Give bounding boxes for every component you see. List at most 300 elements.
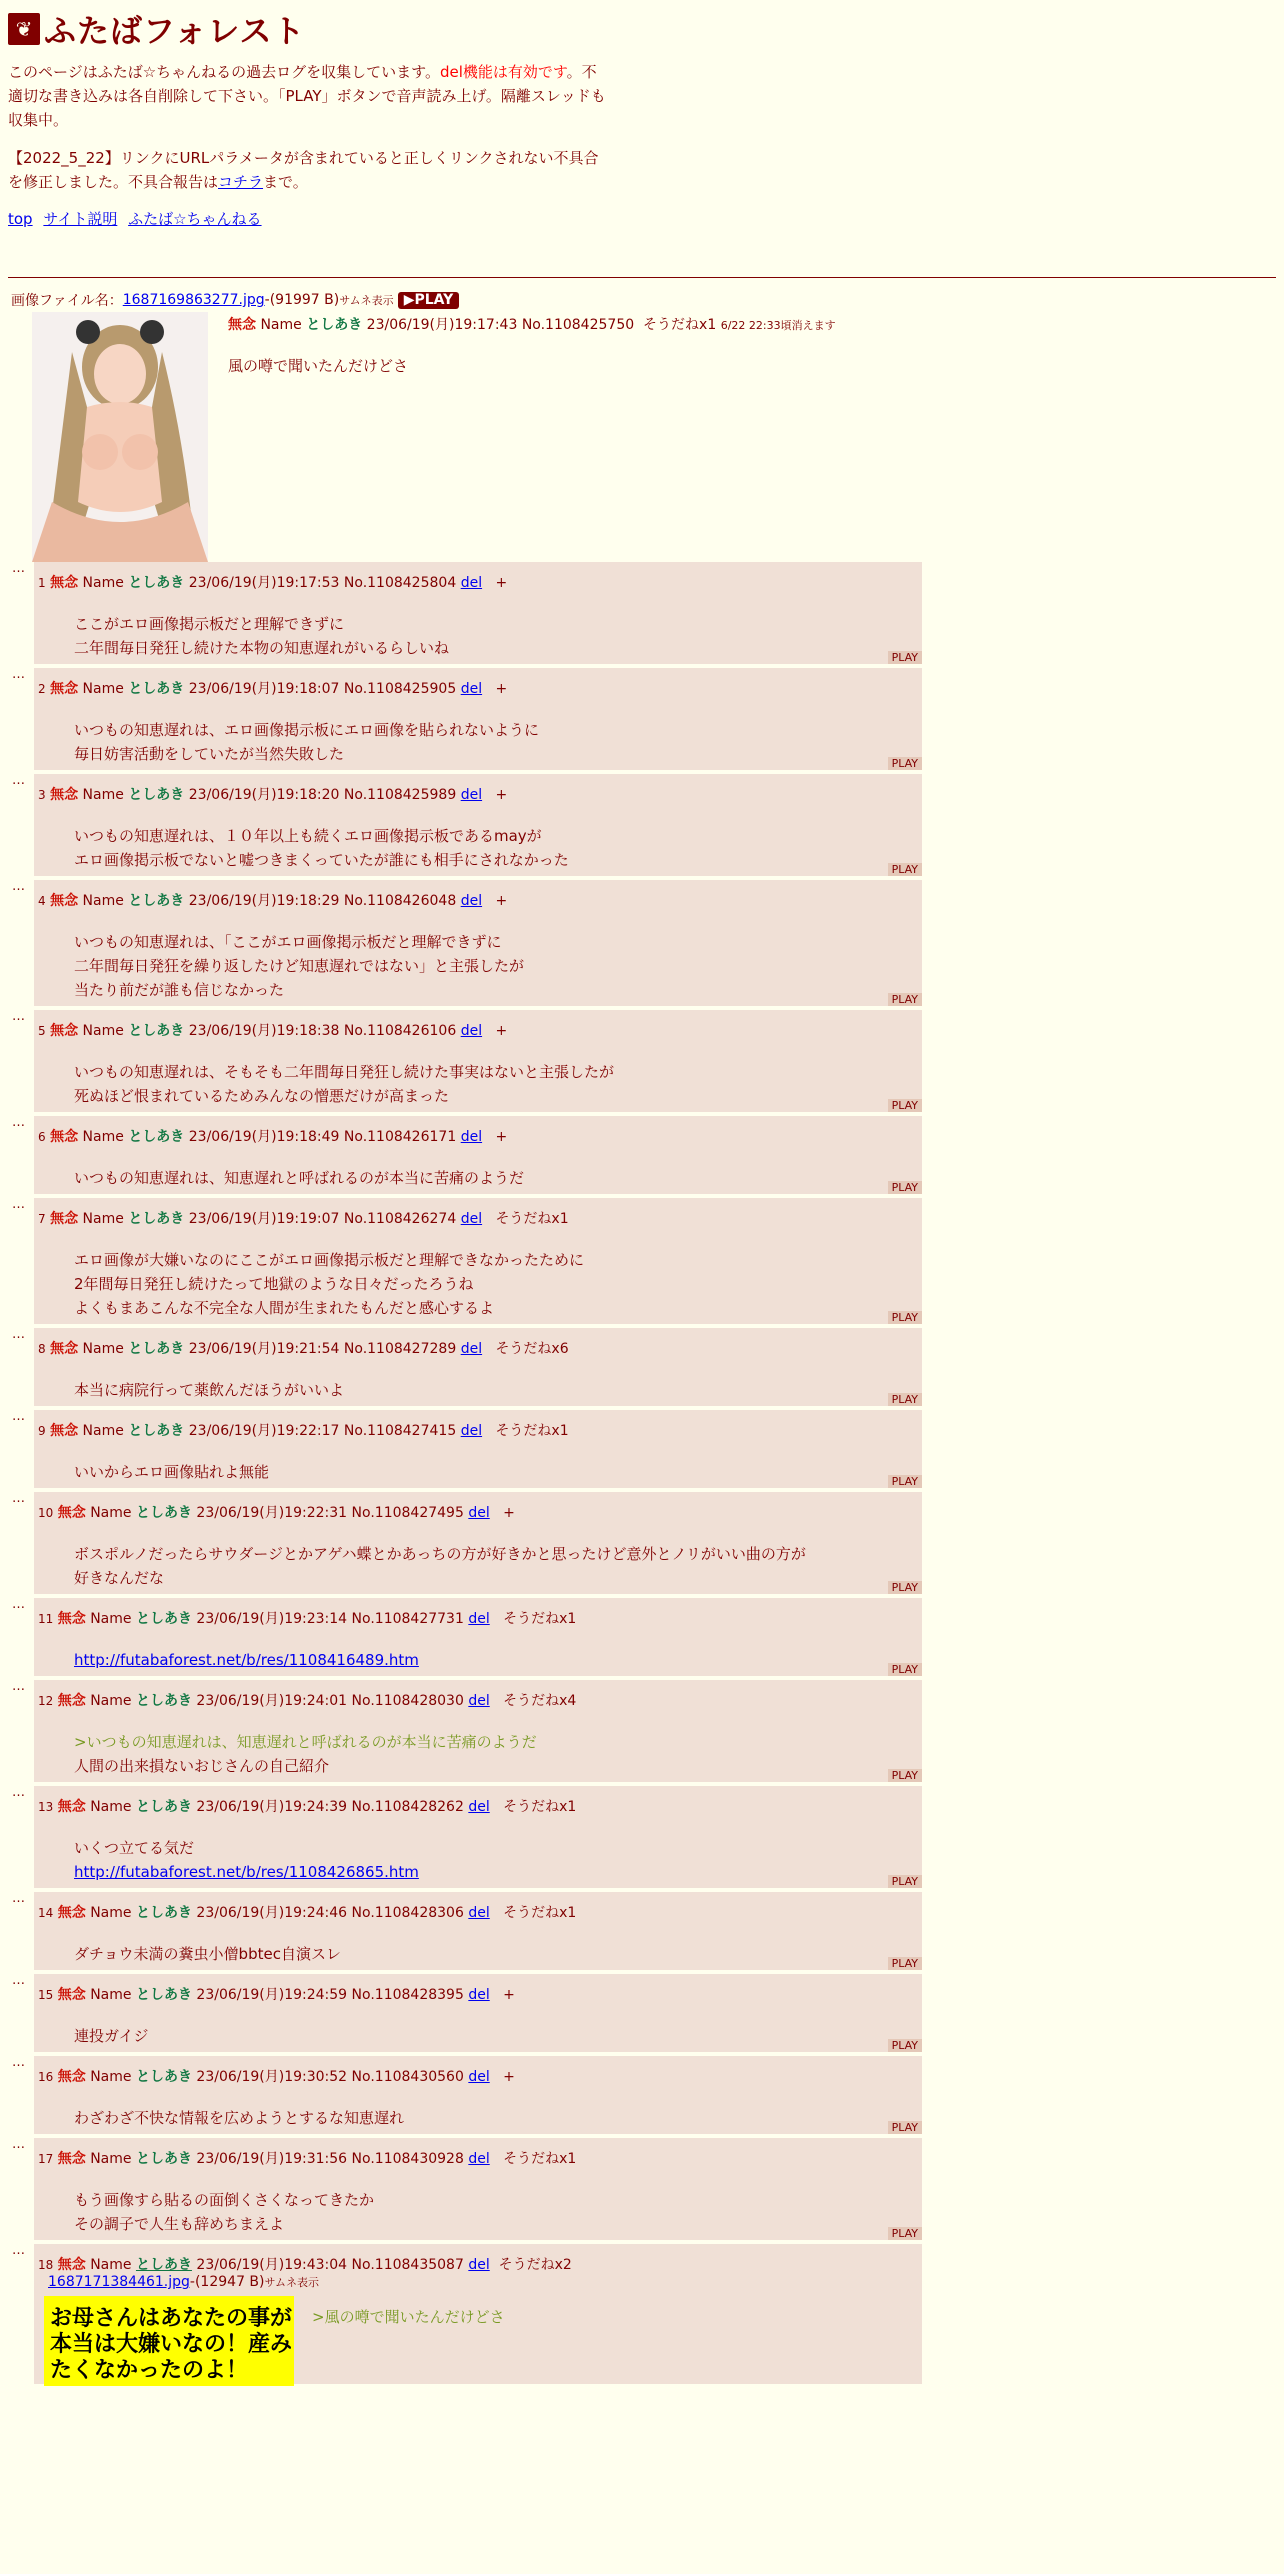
dots-icon: …	[12, 1197, 25, 1212]
reply-box	[34, 1116, 922, 1194]
reply-number: 3	[38, 788, 46, 802]
reply-name: としあき	[135, 1611, 192, 1627]
reply-line: エロ画像掲示板でないと嘘つきまくっていたが誰にも相手にされなかった	[74, 851, 569, 869]
soudane-button[interactable]: そうだねx1	[503, 1611, 577, 1627]
reply-date: 23/06/19(月)19:18:07	[188, 681, 340, 697]
nav-futaba[interactable]: ふたば☆ちゃんねる	[128, 210, 262, 228]
op-file-link[interactable]: 1687169863277.jpg	[122, 292, 265, 308]
reply-body	[74, 1942, 922, 1970]
del-button[interactable]: del	[468, 1987, 490, 2003]
name-label: Name	[90, 2151, 132, 2167]
reply-no[interactable]: No.1108430560	[351, 2069, 464, 2085]
reply-play-button[interactable]: PLAY	[888, 1957, 922, 1970]
reply-no[interactable]: No.1108428306	[351, 1905, 464, 1921]
del-button[interactable]: del	[468, 2257, 490, 2273]
reply-name: としあき	[128, 575, 185, 591]
dots-icon: …	[12, 2055, 25, 2070]
reply-box	[34, 1786, 922, 1888]
reply-body	[74, 1166, 922, 1194]
reply-number: 16	[38, 2070, 54, 2084]
del-button[interactable]: del	[460, 1023, 483, 1039]
name-label: Name	[90, 1611, 132, 1627]
reply-date: 23/06/19(月)19:18:20	[188, 787, 340, 803]
reply-date: 23/06/19(月)19:22:31	[196, 1505, 348, 1521]
reply-body	[74, 2106, 922, 2134]
dots-icon: …	[12, 1785, 25, 1800]
reply-quote: >風の噂で聞いたんだけどさ	[312, 2308, 505, 2326]
reply-line: いつもの知恵遅れは、「ここがエロ画像掲示板だと理解できずに	[74, 933, 502, 951]
file-size: -(91997 B)	[264, 292, 340, 308]
del-button[interactable]: del	[468, 2069, 490, 2085]
nav-links	[8, 208, 1276, 229]
reply-header	[38, 1902, 922, 1922]
reply-line: いつもの知恵遅れは、エロ画像掲示板にエロ画像を貼られないように	[74, 721, 540, 739]
reply-body	[74, 1460, 922, 1488]
del-button[interactable]: del	[460, 1211, 483, 1227]
reply-number: 14	[38, 1906, 54, 1920]
name-label: Name	[82, 893, 124, 909]
reply-header	[38, 2148, 922, 2168]
reply-number: 2	[38, 682, 46, 696]
reply-subject: 無念	[57, 1987, 86, 2003]
reply-subject: 無念	[57, 1505, 86, 1521]
reply-body	[74, 1378, 922, 1406]
reply-line: 連投ガイジ	[74, 2027, 149, 2045]
reply-name: としあき	[128, 1129, 185, 1145]
reply-no[interactable]: No.1108435087	[351, 2257, 464, 2273]
del-button[interactable]: del	[460, 1341, 483, 1357]
soudane-button[interactable]: +	[495, 575, 508, 591]
reply-play-button[interactable]: PLAY	[888, 2227, 922, 2240]
reply-body	[74, 1648, 922, 1676]
reply-no[interactable]: No.1108426106	[343, 1023, 457, 1039]
reply-box	[34, 1328, 922, 1406]
reply-body	[74, 1060, 922, 1112]
soudane-button[interactable]: そうだねx1	[503, 1905, 577, 1921]
reply-date: 23/06/19(月)19:43:04	[196, 2257, 348, 2273]
reply-play-button[interactable]: PLAY	[888, 757, 922, 770]
reply-5	[8, 1010, 1276, 1116]
reply-header	[38, 1126, 922, 1146]
reply-line: いつもの知恵遅れは、知恵遅れと呼ばれるのが本当に苦痛のようだ	[74, 1169, 525, 1187]
reply-no[interactable]: No.1108425905	[343, 681, 457, 697]
notice-text: 【2022_5_22】リンクにURLパラメータが含まれていると正しくリンクされない不具合を修正しました。不具合報告は	[8, 149, 599, 191]
reply-no[interactable]: No.1108427731	[351, 1611, 464, 1627]
reply-subject: 無念	[50, 1211, 79, 1227]
reply-thumbnail[interactable]: お母さんはあなたの事が本当は大嫌いなの！産みたくなかったのよ！	[44, 2296, 294, 2386]
reply-date: 23/06/19(月)19:18:49	[188, 1129, 340, 1145]
reply-name: としあき	[128, 1341, 185, 1357]
divider	[8, 277, 1276, 278]
reply-body	[74, 718, 922, 770]
name-label: Name	[82, 575, 124, 591]
reply-no[interactable]: No.1108427495	[351, 1505, 464, 1521]
reply-number: 18	[38, 2258, 54, 2272]
dots-icon: …	[12, 1679, 25, 1694]
op-header	[228, 314, 1276, 334]
del-button[interactable]: del	[468, 2151, 490, 2167]
soudane-button[interactable]: +	[503, 2069, 515, 2085]
reply-box	[34, 1598, 922, 1676]
reply-header	[38, 784, 922, 804]
dots-icon: …	[12, 1409, 25, 1424]
reply-play-button[interactable]: PLAY	[888, 1475, 922, 1488]
reply-no[interactable]: No.1108428030	[351, 1693, 464, 1709]
reply-body	[74, 1248, 922, 1324]
dots-icon: …	[12, 1973, 25, 1988]
del-button[interactable]: del	[468, 1693, 490, 1709]
reply-box	[34, 2138, 922, 2240]
thumb-label: サムネ表示	[339, 294, 394, 307]
reply-no[interactable]: No.1108428262	[351, 1799, 464, 1815]
reply-name: としあき	[135, 1987, 192, 2003]
del-button[interactable]: del	[460, 1129, 483, 1145]
reply-subject: 無念	[50, 787, 79, 803]
soudane-button[interactable]: そうだねx1	[503, 2151, 577, 2167]
reply-date: 23/06/19(月)19:24:59	[196, 1987, 348, 2003]
reply-body	[74, 1542, 922, 1594]
reply-play-button[interactable]: PLAY	[888, 1663, 922, 1676]
name-label: Name	[90, 2069, 132, 2085]
dots-icon: …	[12, 2243, 25, 2258]
del-button[interactable]: del	[460, 681, 483, 697]
reply-6	[8, 1116, 1276, 1198]
dots-icon: …	[12, 667, 25, 682]
reply-date: 23/06/19(月)19:18:38	[188, 1023, 340, 1039]
reply-date: 23/06/19(月)19:31:56	[196, 2151, 348, 2167]
reply-9	[8, 1410, 1276, 1492]
soudane-button[interactable]: そうだねx4	[503, 1693, 577, 1709]
reply-name: としあき	[128, 787, 185, 803]
name-label: Name	[82, 681, 124, 697]
reply-line: ダチョウ未満の糞虫小僧bbtec自演スレ	[74, 1945, 341, 1963]
op-post	[8, 312, 1276, 562]
reply-number: 4	[38, 894, 46, 908]
op-soudane[interactable]: そうだねx1	[643, 317, 717, 333]
reply-subject: 無念	[50, 1023, 79, 1039]
reply-name: としあき	[135, 1905, 192, 1921]
soudane-button[interactable]: +	[495, 787, 508, 803]
reply-header	[38, 1502, 922, 1522]
reply-body	[74, 2024, 922, 2052]
file-label: 画像ファイル名：	[11, 293, 123, 309]
reply-link[interactable]: http://futabaforest.net/b/res/1108416489.htm	[74, 1651, 419, 1669]
reply-name: としあき	[128, 1023, 185, 1039]
reply-header	[38, 1796, 922, 1816]
reply-body	[74, 824, 922, 876]
del-button[interactable]: del	[460, 787, 483, 803]
reply-header	[38, 1608, 922, 1628]
reply-line: 毎日妨害活動をしていたが当然失敗した	[74, 745, 345, 763]
reply-header	[38, 1984, 922, 2004]
reply-body	[74, 612, 922, 664]
reply-no[interactable]: No.1108428395	[351, 1987, 464, 2003]
reply-header	[38, 1690, 922, 1710]
reply-link[interactable]: http://futabaforest.net/b/res/1108426865.htm	[74, 1863, 419, 1881]
reply-line: ボスポルノだったらサウダージとかアゲハ蝶とかあっちの方が好きかと思ったけど意外とノリがいい曲の方が	[74, 1545, 806, 1563]
op-file-info	[11, 290, 1276, 310]
dots-icon: …	[12, 1491, 25, 1506]
reply-box	[34, 1198, 922, 1324]
reply-line: 死ぬほど恨まれているためみんなの憎悪だけが高まった	[74, 1087, 450, 1105]
dots-icon: …	[12, 1597, 25, 1612]
reply-image-row	[44, 2296, 922, 2386]
reply-box	[34, 1680, 922, 1782]
name-label: Name	[82, 1423, 124, 1439]
op-thumbnail[interactable]	[32, 312, 208, 562]
reply-line: 二年間毎日発狂し続けた本物の知恵遅れがいるらしいね	[74, 639, 450, 657]
name-label: Name	[90, 1905, 132, 1921]
reply-3	[8, 774, 1276, 880]
del-button[interactable]: del	[460, 893, 483, 909]
reply-number: 5	[38, 1024, 46, 1038]
reply-line: よくもまあこんな不完全な人間が生まれたもんだと感心するよ	[74, 1299, 495, 1317]
reply-10	[8, 1492, 1276, 1598]
dots-icon: …	[12, 1009, 25, 1024]
reply-line: ここがエロ画像掲示板だと理解できずに	[74, 615, 345, 633]
leaf-icon[interactable]: ❦	[8, 13, 40, 45]
reply-no[interactable]: No.1108427415	[343, 1423, 457, 1439]
reply-box	[34, 1010, 922, 1112]
reply-body	[74, 1730, 922, 1782]
reply-subject: 無念	[50, 1423, 79, 1439]
reply-play-button[interactable]: PLAY	[888, 1769, 922, 1782]
reply-play-button[interactable]: PLAY	[888, 1393, 922, 1406]
notice-text-2: まで。	[263, 173, 308, 191]
reply-subject: 無念	[57, 1611, 86, 1627]
name-label: Name	[90, 1693, 132, 1709]
reply-date: 23/06/19(月)19:24:01	[196, 1693, 348, 1709]
reply-box	[34, 1492, 922, 1594]
reply-file-link[interactable]: 1687171384461.jpg	[48, 2274, 190, 2290]
reply-line: いつもの知恵遅れは、１０年以上も続くエロ画像掲示板であるmayが	[74, 827, 542, 845]
reply-play-button[interactable]: PLAY	[888, 651, 922, 664]
reply-body	[74, 930, 922, 1006]
reply-no[interactable]: No.1108426274	[343, 1211, 457, 1227]
reply-header	[38, 1020, 922, 1040]
nav-top[interactable]: top	[8, 210, 33, 228]
del-button[interactable]: del	[468, 1905, 490, 1921]
reply-line: 本当に病院行って薬飲んだほうがいいよ	[74, 1381, 345, 1399]
soudane-button[interactable]: そうだねx1	[495, 1423, 569, 1439]
reply-subject: 無念	[50, 1129, 79, 1145]
reply-line: 二年間毎日発狂を繰り返したけど知恵遅れではない」と主張したが	[74, 957, 525, 975]
reply-number: 12	[38, 1694, 54, 1708]
reply-name: としあき	[128, 681, 185, 697]
reply-number: 11	[38, 1612, 54, 1626]
reply-play-button[interactable]: PLAY	[888, 1311, 922, 1324]
reply-play-button[interactable]: PLAY	[888, 1875, 922, 1888]
reply-name: としあき	[135, 1505, 192, 1521]
reply-date: 23/06/19(月)19:21:54	[188, 1341, 340, 1357]
reply-date: 23/06/19(月)19:19:07	[188, 1211, 340, 1227]
notice	[8, 146, 608, 194]
reply-quote: >いつもの知恵遅れは、知恵遅れと呼ばれるのが本当に苦痛のようだ	[74, 1733, 537, 1751]
reply-header	[38, 572, 922, 592]
reply-date: 23/06/19(月)19:24:39	[196, 1799, 348, 1815]
name-label: Name	[260, 317, 302, 333]
name-label: Name	[90, 1505, 132, 1521]
reply-play-button[interactable]: PLAY	[888, 1181, 922, 1194]
reply-line: 人間の出来損ないおじさんの自己紹介	[74, 1757, 330, 1775]
reply-no[interactable]: No.1108425989	[343, 787, 457, 803]
reply-18	[8, 2244, 1276, 2388]
reply-subject: 無念	[57, 1693, 86, 1709]
reply-14	[8, 1892, 1276, 1974]
nav-about[interactable]: サイト説明	[43, 210, 118, 228]
site-title[interactable]: ふたばフォレスト	[44, 12, 306, 50]
reply-box	[34, 880, 922, 1006]
reply-box	[34, 562, 922, 664]
play-icon: ▶	[403, 292, 415, 308]
reply-name: としあき	[135, 2069, 192, 2085]
soudane-button[interactable]: +	[495, 1023, 508, 1039]
reply-no[interactable]: No.1108425804	[343, 575, 457, 591]
dots-icon: …	[12, 561, 25, 576]
reply-line: わざわざ不快な情報を広めようとするな知恵遅れ	[74, 2109, 405, 2127]
reply-header	[38, 1208, 922, 1228]
reply-number: 17	[38, 2152, 54, 2166]
reply-name: としあき	[128, 1423, 185, 1439]
soudane-button[interactable]: +	[495, 681, 508, 697]
reply-1	[8, 562, 1276, 668]
reply-line: 当たり前だが誰も信じなかった	[74, 981, 285, 999]
soudane-button[interactable]: そうだねx1	[503, 1799, 577, 1815]
reply-8	[8, 1328, 1276, 1410]
reply-name: としあき	[135, 2151, 192, 2167]
reply-subject: 無念	[57, 1799, 86, 1815]
reply-header	[38, 2254, 922, 2274]
reply-header	[38, 2066, 922, 2086]
reply-file-size: -(12947 B)	[189, 2274, 265, 2290]
site-description	[8, 60, 608, 132]
soudane-button[interactable]: +	[495, 1129, 508, 1145]
reply-16	[8, 2056, 1276, 2138]
reply-7	[8, 1198, 1276, 1328]
del-button[interactable]: del	[460, 575, 483, 591]
dots-icon: …	[12, 773, 25, 788]
reply-subject: 無念	[57, 2257, 86, 2273]
reply-play-button[interactable]: PLAY	[888, 993, 922, 1006]
soudane-button[interactable]: +	[503, 1987, 515, 2003]
reply-box	[34, 2244, 922, 2384]
reply-number: 1	[38, 576, 46, 590]
dots-icon: …	[12, 1891, 25, 1906]
op-play-button[interactable]	[398, 292, 460, 309]
reply-line: いくつ立てる気だ	[74, 1839, 195, 1857]
reply-subject: 無念	[57, 2151, 86, 2167]
name-label: Name	[82, 1211, 124, 1227]
reply-no[interactable]: No.1108427289	[343, 1341, 457, 1357]
reply-date: 23/06/19(月)19:22:17	[188, 1423, 340, 1439]
reply-subject: 無念	[50, 681, 79, 697]
reply-line: エロ画像が大嫌いなのにここがエロ画像掲示板だと理解できなかったために	[74, 1251, 585, 1269]
name-label: Name	[90, 2257, 132, 2273]
reply-no[interactable]: No.1108426048	[343, 893, 457, 909]
reply-header	[38, 1420, 922, 1440]
del-button[interactable]: del	[468, 1505, 490, 1521]
op-number[interactable]: No.1108425750	[521, 317, 635, 333]
reply-header	[38, 678, 922, 698]
reply-box	[34, 668, 922, 770]
dots-icon: …	[12, 2137, 25, 2152]
reply-subject: 無念	[50, 893, 79, 909]
expire-text: 6/22 22:33頃消えます	[720, 319, 836, 332]
dots-icon: …	[12, 1115, 25, 1130]
reply-box	[34, 2056, 922, 2134]
reply-box	[34, 1410, 922, 1488]
name-label: Name	[82, 1129, 124, 1145]
reply-name: としあき	[135, 1799, 192, 1815]
soudane-button[interactable]: +	[495, 893, 508, 909]
reply-subject: 無念	[57, 1905, 86, 1921]
reply-4	[8, 880, 1276, 1010]
reply-subject: 無念	[57, 2069, 86, 2085]
reply-name-link[interactable]: としあき	[135, 2257, 192, 2273]
del-button[interactable]: del	[468, 1611, 490, 1627]
reply-play-button[interactable]: PLAY	[888, 1581, 922, 1594]
op-text: 風の噂で聞いたんだけどさ	[228, 357, 409, 375]
reply-15	[8, 1974, 1276, 2056]
op-date: 23/06/19(月)19:17:43	[366, 317, 518, 333]
reply-play-button[interactable]: PLAY	[888, 1099, 922, 1112]
reply-play-button[interactable]: PLAY	[888, 2121, 922, 2134]
reply-name: としあき	[128, 1211, 185, 1227]
reply-number: 9	[38, 1424, 46, 1438]
del-button[interactable]: del	[468, 1799, 490, 1815]
reply-17	[8, 2138, 1276, 2244]
reply-box	[34, 1974, 922, 2052]
soudane-button[interactable]: そうだねx6	[495, 1341, 569, 1357]
reply-11	[8, 1598, 1276, 1680]
del-button[interactable]: del	[460, 1423, 483, 1439]
reply-file-info	[48, 2274, 922, 2290]
name-label: Name	[82, 1023, 124, 1039]
reply-date: 23/06/19(月)19:17:53	[188, 575, 340, 591]
reply-no[interactable]: No.1108430928	[351, 2151, 464, 2167]
op-subject: 無念	[228, 317, 256, 333]
name-label: Name	[90, 1799, 132, 1815]
soudane-button[interactable]: +	[503, 1505, 515, 1521]
dots-icon: …	[12, 879, 25, 894]
reply-date: 23/06/19(月)19:18:29	[188, 893, 340, 909]
reply-body	[74, 2188, 922, 2240]
site-title-bar	[8, 6, 1276, 52]
soudane-button[interactable]: そうだねx1	[495, 1211, 569, 1227]
reply-2	[8, 668, 1276, 774]
reply-number: 15	[38, 1988, 54, 2002]
op-name: としあき	[306, 317, 363, 333]
reply-play-button[interactable]: PLAY	[888, 863, 922, 876]
soudane-button[interactable]: そうだねx2	[498, 2257, 572, 2273]
reply-no[interactable]: No.1108426171	[343, 1129, 457, 1145]
reply-line: 2年間毎日発狂し続けたって地獄のような日々だったろうね	[74, 1275, 474, 1293]
report-link[interactable]: コチラ	[218, 173, 264, 191]
reply-line: いいからエロ画像貼れよ無能	[74, 1463, 270, 1481]
reply-line: 好きなんだな	[74, 1569, 165, 1587]
desc-text: このページはふたば☆ちゃんねるの過去ログを収集しています。	[8, 63, 440, 81]
reply-name: としあき	[128, 893, 185, 909]
reply-subject: 無念	[50, 575, 79, 591]
reply-date: 23/06/19(月)19:24:46	[196, 1905, 348, 1921]
reply-header	[38, 1338, 922, 1358]
reply-line: その調子で人生も辞めちまえよ	[74, 2215, 285, 2233]
reply-list	[8, 562, 1276, 2244]
reply-number: 13	[38, 1800, 54, 1814]
name-label: Name	[82, 1341, 124, 1357]
reply-number: 8	[38, 1342, 46, 1356]
reply-play-button[interactable]: PLAY	[888, 2039, 922, 2052]
